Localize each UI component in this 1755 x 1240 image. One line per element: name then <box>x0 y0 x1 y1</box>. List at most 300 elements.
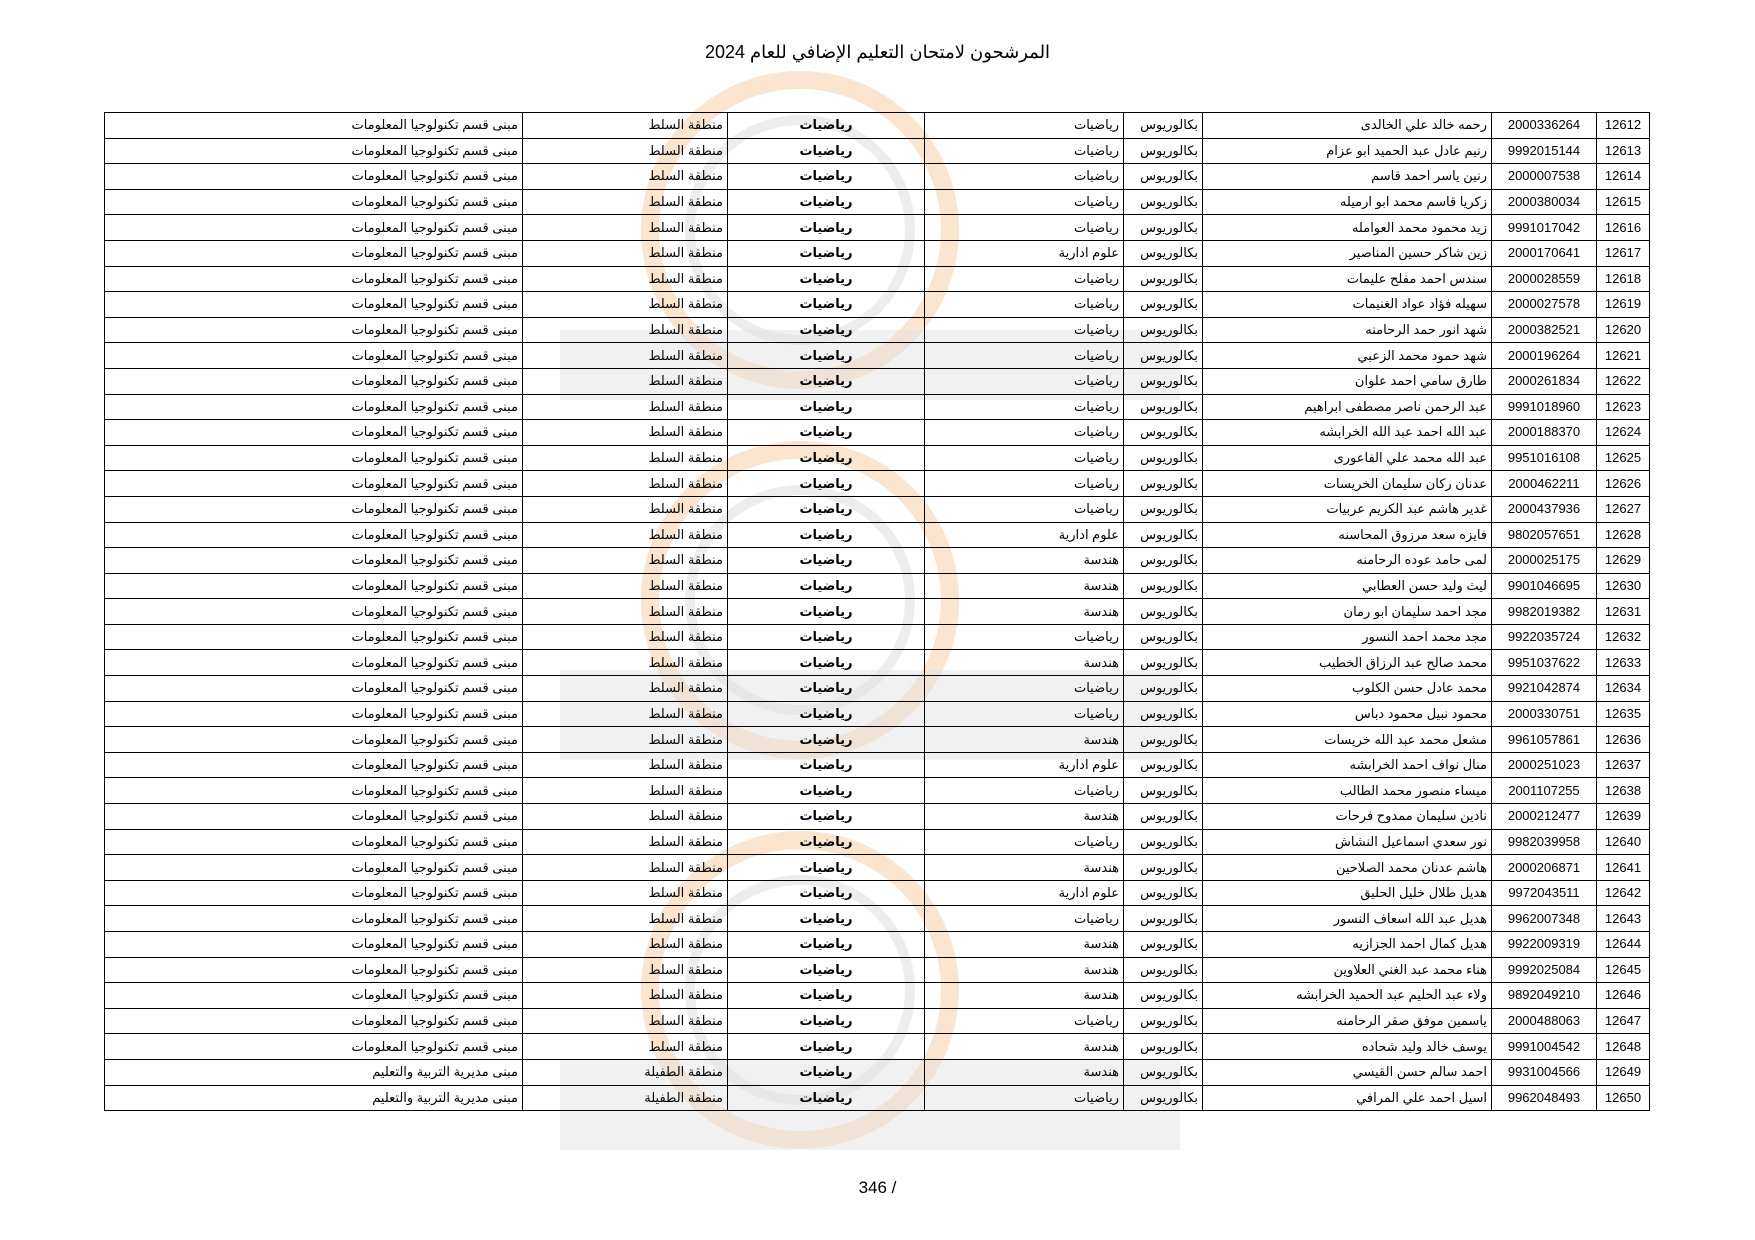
degree-cell: بكالوريوس <box>1124 548 1203 574</box>
region-cell: منطقة السلط <box>523 752 728 778</box>
national-id-cell: 9931004566 <box>1492 1059 1597 1085</box>
table-row <box>105 1085 1650 1111</box>
region-cell: منطقة السلط <box>523 701 728 727</box>
exam-center-cell: مبنى قسم تكنولوجيا المعلومات <box>105 189 523 215</box>
specialization-cell: هندسة <box>925 1034 1124 1060</box>
national-id-cell: 2000196264 <box>1492 343 1597 369</box>
region-cell: منطقة السلط <box>523 1008 728 1034</box>
degree-cell: بكالوريوس <box>1124 573 1203 599</box>
degree-cell: بكالوريوس <box>1124 1085 1203 1111</box>
specialization-cell: رياضيات <box>925 394 1124 420</box>
exam-center-cell: مبنى قسم تكنولوجيا المعلومات <box>105 394 523 420</box>
candidate-name-cell: رنين ياسر احمد قاسم <box>1203 164 1492 190</box>
degree-cell: بكالوريوس <box>1124 189 1203 215</box>
candidate-name-cell: احمد سالم حسن القيسي <box>1203 1059 1492 1085</box>
degree-cell: بكالوريوس <box>1124 880 1203 906</box>
table-row <box>105 1059 1650 1085</box>
exam-subject-cell: رياضيات <box>728 548 925 574</box>
specialization-cell: هندسة <box>925 1059 1124 1085</box>
candidate-name-cell: مشعل محمد عبد الله خريسات <box>1203 727 1492 753</box>
candidate-name-cell: منال نواف احمد الخرابشه <box>1203 752 1492 778</box>
sequence-cell: 12642 <box>1597 880 1650 906</box>
table-row <box>105 266 1650 292</box>
table-row <box>105 573 1650 599</box>
exam-center-cell: مبنى قسم تكنولوجيا المعلومات <box>105 240 523 266</box>
candidate-name-cell: هاشم عدنان محمد الصلاحين <box>1203 855 1492 881</box>
exam-subject-cell: رياضيات <box>728 701 925 727</box>
specialization-cell: رياضيات <box>925 317 1124 343</box>
degree-cell: بكالوريوس <box>1124 317 1203 343</box>
national-id-cell: 2000382521 <box>1492 317 1597 343</box>
sequence-cell: 12630 <box>1597 573 1650 599</box>
exam-center-cell: مبنى قسم تكنولوجيا المعلومات <box>105 676 523 702</box>
exam-subject-cell: رياضيات <box>728 317 925 343</box>
candidate-name-cell: فايزه سعد مرزوق المحاسنه <box>1203 522 1492 548</box>
specialization-cell: هندسة <box>925 573 1124 599</box>
exam-center-cell: مبنى قسم تكنولوجيا المعلومات <box>105 855 523 881</box>
exam-center-cell: مبنى قسم تكنولوجيا المعلومات <box>105 804 523 830</box>
candidate-name-cell: ليث وليد حسن العطابي <box>1203 573 1492 599</box>
exam-center-cell: مبنى قسم تكنولوجيا المعلومات <box>105 573 523 599</box>
exam-subject-cell: رياضيات <box>728 880 925 906</box>
national-id-cell: 9922035724 <box>1492 624 1597 650</box>
national-id-cell: 2000170641 <box>1492 240 1597 266</box>
degree-cell: بكالوريوس <box>1124 1059 1203 1085</box>
sequence-cell: 12625 <box>1597 445 1650 471</box>
candidate-name-cell: ميساء منصور محمد الطالب <box>1203 778 1492 804</box>
national-id-cell: 9962048493 <box>1492 1085 1597 1111</box>
candidate-name-cell: محمود نبيل محمود دباس <box>1203 701 1492 727</box>
national-id-cell: 9982039958 <box>1492 829 1597 855</box>
specialization-cell: رياضيات <box>925 701 1124 727</box>
national-id-cell: 2001107255 <box>1492 778 1597 804</box>
candidate-name-cell: عدنان ركان سليمان الخريسات <box>1203 471 1492 497</box>
candidate-name-cell: ياسمين موفق صقر الرحامنه <box>1203 1008 1492 1034</box>
sequence-cell: 12640 <box>1597 829 1650 855</box>
sequence-cell: 12617 <box>1597 240 1650 266</box>
region-cell: منطقة السلط <box>523 266 728 292</box>
exam-subject-cell: رياضيات <box>728 1034 925 1060</box>
specialization-cell: هندسة <box>925 548 1124 574</box>
table-row <box>105 855 1650 881</box>
exam-center-cell: مبنى قسم تكنولوجيا المعلومات <box>105 266 523 292</box>
specialization-cell: رياضيات <box>925 138 1124 164</box>
table-row <box>105 138 1650 164</box>
national-id-cell: 9992015144 <box>1492 138 1597 164</box>
degree-cell: بكالوريوس <box>1124 471 1203 497</box>
sequence-cell: 12635 <box>1597 701 1650 727</box>
sequence-cell: 12621 <box>1597 343 1650 369</box>
degree-cell: بكالوريوس <box>1124 676 1203 702</box>
exam-center-cell: مبنى مديرية التربية والتعليم <box>105 1085 523 1111</box>
table-row <box>105 983 1650 1009</box>
degree-cell: بكالوريوس <box>1124 906 1203 932</box>
region-cell: منطقة السلط <box>523 522 728 548</box>
table-row <box>105 1008 1650 1034</box>
degree-cell: بكالوريوس <box>1124 164 1203 190</box>
degree-cell: بكالوريوس <box>1124 1034 1203 1060</box>
national-id-cell: 9922009319 <box>1492 932 1597 958</box>
table-row <box>105 548 1650 574</box>
sequence-cell: 12638 <box>1597 778 1650 804</box>
table-row <box>105 752 1650 778</box>
table-row <box>105 496 1650 522</box>
region-cell: منطقة السلط <box>523 829 728 855</box>
degree-cell: بكالوريوس <box>1124 394 1203 420</box>
table-row <box>105 445 1650 471</box>
exam-center-cell: مبنى قسم تكنولوجيا المعلومات <box>105 292 523 318</box>
table-row <box>105 189 1650 215</box>
exam-subject-cell: رياضيات <box>728 113 925 139</box>
exam-center-cell: مبنى قسم تكنولوجيا المعلومات <box>105 113 523 139</box>
specialization-cell: رياضيات <box>925 113 1124 139</box>
national-id-cell: 2000261834 <box>1492 368 1597 394</box>
candidate-name-cell: زين شاكر حسين المناصير <box>1203 240 1492 266</box>
exam-center-cell: مبنى قسم تكنولوجيا المعلومات <box>105 957 523 983</box>
sequence-cell: 12626 <box>1597 471 1650 497</box>
table-row <box>105 522 1650 548</box>
table-row <box>105 215 1650 241</box>
specialization-cell: رياضيات <box>925 1008 1124 1034</box>
degree-cell: بكالوريوس <box>1124 138 1203 164</box>
exam-center-cell: مبنى قسم تكنولوجيا المعلومات <box>105 624 523 650</box>
region-cell: منطقة الطفيلة <box>523 1059 728 1085</box>
region-cell: منطقة السلط <box>523 292 728 318</box>
degree-cell: بكالوريوس <box>1124 957 1203 983</box>
degree-cell: بكالوريوس <box>1124 983 1203 1009</box>
degree-cell: بكالوريوس <box>1124 650 1203 676</box>
region-cell: منطقة السلط <box>523 189 728 215</box>
national-id-cell: 2000212477 <box>1492 804 1597 830</box>
region-cell: منطقة السلط <box>523 420 728 446</box>
sequence-cell: 12650 <box>1597 1085 1650 1111</box>
table-row <box>105 164 1650 190</box>
specialization-cell: علوم ادارية <box>925 522 1124 548</box>
sequence-cell: 12632 <box>1597 624 1650 650</box>
sequence-cell: 12616 <box>1597 215 1650 241</box>
exam-center-cell: مبنى قسم تكنولوجيا المعلومات <box>105 164 523 190</box>
exam-center-cell: مبنى مديرية التربية والتعليم <box>105 1059 523 1085</box>
specialization-cell: رياضيات <box>925 189 1124 215</box>
national-id-cell: 9991018960 <box>1492 394 1597 420</box>
specialization-cell: رياضيات <box>925 778 1124 804</box>
table-row <box>105 676 1650 702</box>
national-id-cell: 9802057651 <box>1492 522 1597 548</box>
national-id-cell: 2000330751 <box>1492 701 1597 727</box>
region-cell: منطقة السلط <box>523 573 728 599</box>
exam-center-cell: مبنى قسم تكنولوجيا المعلومات <box>105 471 523 497</box>
table-row <box>105 829 1650 855</box>
exam-subject-cell: رياضيات <box>728 957 925 983</box>
exam-center-cell: مبنى قسم تكنولوجيا المعلومات <box>105 317 523 343</box>
candidate-name-cell: سندس احمد مفلح عليمات <box>1203 266 1492 292</box>
specialization-cell: رياضيات <box>925 445 1124 471</box>
region-cell: منطقة السلط <box>523 624 728 650</box>
table-row <box>105 317 1650 343</box>
exam-center-cell: مبنى قسم تكنولوجيا المعلومات <box>105 368 523 394</box>
national-id-cell: 2000488063 <box>1492 1008 1597 1034</box>
candidate-name-cell: محمد صالح عبد الرزاق الخطيب <box>1203 650 1492 676</box>
candidate-name-cell: عبد الله احمد عبد الله الخرابشه <box>1203 420 1492 446</box>
specialization-cell: رياضيات <box>925 676 1124 702</box>
national-id-cell: 9991004542 <box>1492 1034 1597 1060</box>
degree-cell: بكالوريوس <box>1124 778 1203 804</box>
sequence-cell: 12613 <box>1597 138 1650 164</box>
degree-cell: بكالوريوس <box>1124 343 1203 369</box>
table-row <box>105 804 1650 830</box>
page-title: المرشحون لامتحان التعليم الإضافي للعام 2024 <box>704 42 1051 62</box>
sequence-cell: 12636 <box>1597 727 1650 753</box>
exam-center-cell: مبنى قسم تكنولوجيا المعلومات <box>105 727 523 753</box>
candidate-name-cell: مجد احمد سليمان ابو رمان <box>1203 599 1492 625</box>
exam-center-cell: مبنى قسم تكنولوجيا المعلومات <box>105 752 523 778</box>
exam-subject-cell: رياضيات <box>728 1059 925 1085</box>
degree-cell: بكالوريوس <box>1124 727 1203 753</box>
national-id-cell: 2000027578 <box>1492 292 1597 318</box>
specialization-cell: رياضيات <box>925 420 1124 446</box>
specialization-cell: هندسة <box>925 855 1124 881</box>
specialization-cell: رياضيات <box>925 471 1124 497</box>
national-id-cell: 9982019382 <box>1492 599 1597 625</box>
exam-center-cell: مبنى قسم تكنولوجيا المعلومات <box>105 599 523 625</box>
sequence-cell: 12614 <box>1597 164 1650 190</box>
specialization-cell: رياضيات <box>925 343 1124 369</box>
exam-center-cell: مبنى قسم تكنولوجيا المعلومات <box>105 343 523 369</box>
exam-center-cell: مبنى قسم تكنولوجيا المعلومات <box>105 650 523 676</box>
exam-subject-cell: رياضيات <box>728 496 925 522</box>
candidate-name-cell: نور سعدي اسماعيل النشاش <box>1203 829 1492 855</box>
national-id-cell: 2000336264 <box>1492 113 1597 139</box>
table-row <box>105 880 1650 906</box>
exam-center-cell: مبنى قسم تكنولوجيا المعلومات <box>105 983 523 1009</box>
region-cell: منطقة السلط <box>523 855 728 881</box>
specialization-cell: رياضيات <box>925 292 1124 318</box>
degree-cell: بكالوريوس <box>1124 113 1203 139</box>
national-id-cell: 9892049210 <box>1492 983 1597 1009</box>
national-id-cell: 9961057861 <box>1492 727 1597 753</box>
exam-subject-cell: رياضيات <box>728 240 925 266</box>
sequence-cell: 12619 <box>1597 292 1650 318</box>
exam-subject-cell: رياضيات <box>728 292 925 318</box>
sequence-cell: 12612 <box>1597 113 1650 139</box>
exam-center-cell: مبنى قسم تكنولوجيا المعلومات <box>105 906 523 932</box>
exam-subject-cell: رياضيات <box>728 189 925 215</box>
table-row <box>105 394 1650 420</box>
table-row <box>105 343 1650 369</box>
exam-subject-cell: رياضيات <box>728 727 925 753</box>
exam-center-cell: مبنى قسم تكنولوجيا المعلومات <box>105 445 523 471</box>
candidate-name-cell: ولاء عبد الحليم عبد الحميد الخرابشه <box>1203 983 1492 1009</box>
exam-center-cell: مبنى قسم تكنولوجيا المعلومات <box>105 1034 523 1060</box>
degree-cell: بكالوريوس <box>1124 215 1203 241</box>
table-row <box>105 599 1650 625</box>
sequence-cell: 12620 <box>1597 317 1650 343</box>
exam-subject-cell: رياضيات <box>728 164 925 190</box>
degree-cell: بكالوريوس <box>1124 240 1203 266</box>
candidate-name-cell: زكريا قاسم محمد ابو ارميله <box>1203 189 1492 215</box>
exam-subject-cell: رياضيات <box>728 471 925 497</box>
degree-cell: بكالوريوس <box>1124 496 1203 522</box>
exam-subject-cell: رياضيات <box>728 804 925 830</box>
sequence-cell: 12629 <box>1597 548 1650 574</box>
specialization-cell: رياضيات <box>925 829 1124 855</box>
national-id-cell: 9901046695 <box>1492 573 1597 599</box>
region-cell: منطقة السلط <box>523 599 728 625</box>
exam-subject-cell: رياضيات <box>728 368 925 394</box>
degree-cell: بكالوريوس <box>1124 599 1203 625</box>
degree-cell: بكالوريوس <box>1124 752 1203 778</box>
table-row <box>105 701 1650 727</box>
region-cell: منطقة السلط <box>523 906 728 932</box>
exam-center-cell: مبنى قسم تكنولوجيا المعلومات <box>105 138 523 164</box>
candidate-name-cell: طارق سامي احمد علوان <box>1203 368 1492 394</box>
specialization-cell: رياضيات <box>925 624 1124 650</box>
table-row <box>105 368 1650 394</box>
candidate-name-cell: زيد محمود محمد العوامله <box>1203 215 1492 241</box>
region-cell: منطقة السلط <box>523 471 728 497</box>
national-id-cell: 9951016108 <box>1492 445 1597 471</box>
sequence-cell: 12622 <box>1597 368 1650 394</box>
degree-cell: بكالوريوس <box>1124 624 1203 650</box>
sequence-cell: 12637 <box>1597 752 1650 778</box>
specialization-cell: هندسة <box>925 983 1124 1009</box>
region-cell: منطقة السلط <box>523 138 728 164</box>
specialization-cell: هندسة <box>925 599 1124 625</box>
exam-subject-cell: رياضيات <box>728 138 925 164</box>
region-cell: منطقة السلط <box>523 932 728 958</box>
specialization-cell: هندسة <box>925 804 1124 830</box>
table-row <box>105 292 1650 318</box>
exam-subject-cell: رياضيات <box>728 829 925 855</box>
exam-subject-cell: رياضيات <box>728 624 925 650</box>
sequence-cell: 12633 <box>1597 650 1650 676</box>
national-id-cell: 9991017042 <box>1492 215 1597 241</box>
region-cell: منطقة السلط <box>523 778 728 804</box>
region-cell: منطقة السلط <box>523 164 728 190</box>
exam-subject-cell: رياضيات <box>728 676 925 702</box>
candidate-name-cell: رحمه خالد علي الخالدى <box>1203 113 1492 139</box>
exam-subject-cell: رياضيات <box>728 1008 925 1034</box>
degree-cell: بكالوريوس <box>1124 829 1203 855</box>
candidate-name-cell: لمى حامد عوده الرحامنه <box>1203 548 1492 574</box>
sequence-cell: 12634 <box>1597 676 1650 702</box>
region-cell: منطقة السلط <box>523 548 728 574</box>
sequence-cell: 12645 <box>1597 957 1650 983</box>
exam-subject-cell: رياضيات <box>728 445 925 471</box>
national-id-cell: 2000462211 <box>1492 471 1597 497</box>
exam-subject-cell: رياضيات <box>728 599 925 625</box>
specialization-cell: علوم ادارية <box>925 880 1124 906</box>
exam-subject-cell: رياضيات <box>728 394 925 420</box>
exam-subject-cell: رياضيات <box>728 343 925 369</box>
exam-subject-cell: رياضيات <box>728 778 925 804</box>
degree-cell: بكالوريوس <box>1124 266 1203 292</box>
sequence-cell: 12623 <box>1597 394 1650 420</box>
sequence-cell: 12639 <box>1597 804 1650 830</box>
national-id-cell: 9951037622 <box>1492 650 1597 676</box>
candidate-name-cell: عبد الله محمد علي الفاعورى <box>1203 445 1492 471</box>
exam-center-cell: مبنى قسم تكنولوجيا المعلومات <box>105 701 523 727</box>
candidate-name-cell: شهد انور حمد الرحامنه <box>1203 317 1492 343</box>
exam-subject-cell: رياضيات <box>728 906 925 932</box>
national-id-cell: 2000188370 <box>1492 420 1597 446</box>
exam-subject-cell: رياضيات <box>728 215 925 241</box>
candidate-name-cell: شهد حمود محمد الزعبي <box>1203 343 1492 369</box>
table-row <box>105 240 1650 266</box>
region-cell: منطقة السلط <box>523 1034 728 1060</box>
national-id-cell: 9972043511 <box>1492 880 1597 906</box>
exam-subject-cell: رياضيات <box>728 1085 925 1111</box>
sequence-cell: 12615 <box>1597 189 1650 215</box>
national-id-cell: 9992025084 <box>1492 957 1597 983</box>
exam-subject-cell: رياضيات <box>728 573 925 599</box>
candidate-name-cell: هديل كمال احمد الجزازيه <box>1203 932 1492 958</box>
table-row <box>105 420 1650 446</box>
exam-subject-cell: رياضيات <box>728 752 925 778</box>
region-cell: منطقة السلط <box>523 983 728 1009</box>
degree-cell: بكالوريوس <box>1124 932 1203 958</box>
region-cell: منطقة السلط <box>523 317 728 343</box>
degree-cell: بكالوريوس <box>1124 701 1203 727</box>
exam-center-cell: مبنى قسم تكنولوجيا المعلومات <box>105 829 523 855</box>
specialization-cell: هندسة <box>925 650 1124 676</box>
region-cell: منطقة السلط <box>523 957 728 983</box>
specialization-cell: رياضيات <box>925 266 1124 292</box>
national-id-cell: 2000028559 <box>1492 266 1597 292</box>
candidate-name-cell: هناء محمد عبد الغني العلاوين <box>1203 957 1492 983</box>
exam-subject-cell: رياضيات <box>728 266 925 292</box>
table-row <box>105 650 1650 676</box>
table-row <box>105 113 1650 139</box>
exam-center-cell: مبنى قسم تكنولوجيا المعلومات <box>105 778 523 804</box>
sequence-cell: 12618 <box>1597 266 1650 292</box>
exam-center-cell: مبنى قسم تكنولوجيا المعلومات <box>105 880 523 906</box>
degree-cell: بكالوريوس <box>1124 522 1203 548</box>
degree-cell: بكالوريوس <box>1124 855 1203 881</box>
sequence-cell: 12624 <box>1597 420 1650 446</box>
region-cell: منطقة السلط <box>523 445 728 471</box>
degree-cell: بكالوريوس <box>1124 292 1203 318</box>
specialization-cell: علوم ادارية <box>925 240 1124 266</box>
region-cell: منطقة السلط <box>523 880 728 906</box>
specialization-cell: هندسة <box>925 957 1124 983</box>
degree-cell: بكالوريوس <box>1124 1008 1203 1034</box>
sequence-cell: 12644 <box>1597 932 1650 958</box>
table-row <box>105 1034 1650 1060</box>
region-cell: منطقة السلط <box>523 343 728 369</box>
specialization-cell: رياضيات <box>925 1085 1124 1111</box>
sequence-cell: 12643 <box>1597 906 1650 932</box>
sequence-cell: 12641 <box>1597 855 1650 881</box>
candidate-name-cell: غدير هاشم عبد الكريم عربيات <box>1203 496 1492 522</box>
table-row <box>105 778 1650 804</box>
sequence-cell: 12631 <box>1597 599 1650 625</box>
exam-subject-cell: رياضيات <box>728 650 925 676</box>
sequence-cell: 12628 <box>1597 522 1650 548</box>
specialization-cell: رياضيات <box>925 368 1124 394</box>
specialization-cell: رياضيات <box>925 215 1124 241</box>
exam-subject-cell: رياضيات <box>728 522 925 548</box>
table-row <box>105 932 1650 958</box>
sequence-cell: 12647 <box>1597 1008 1650 1034</box>
national-id-cell: 9962007348 <box>1492 906 1597 932</box>
exam-subject-cell: رياضيات <box>728 932 925 958</box>
region-cell: منطقة السلط <box>523 496 728 522</box>
exam-center-cell: مبنى قسم تكنولوجيا المعلومات <box>105 420 523 446</box>
region-cell: منطقة السلط <box>523 240 728 266</box>
national-id-cell: 2000025175 <box>1492 548 1597 574</box>
degree-cell: بكالوريوس <box>1124 445 1203 471</box>
